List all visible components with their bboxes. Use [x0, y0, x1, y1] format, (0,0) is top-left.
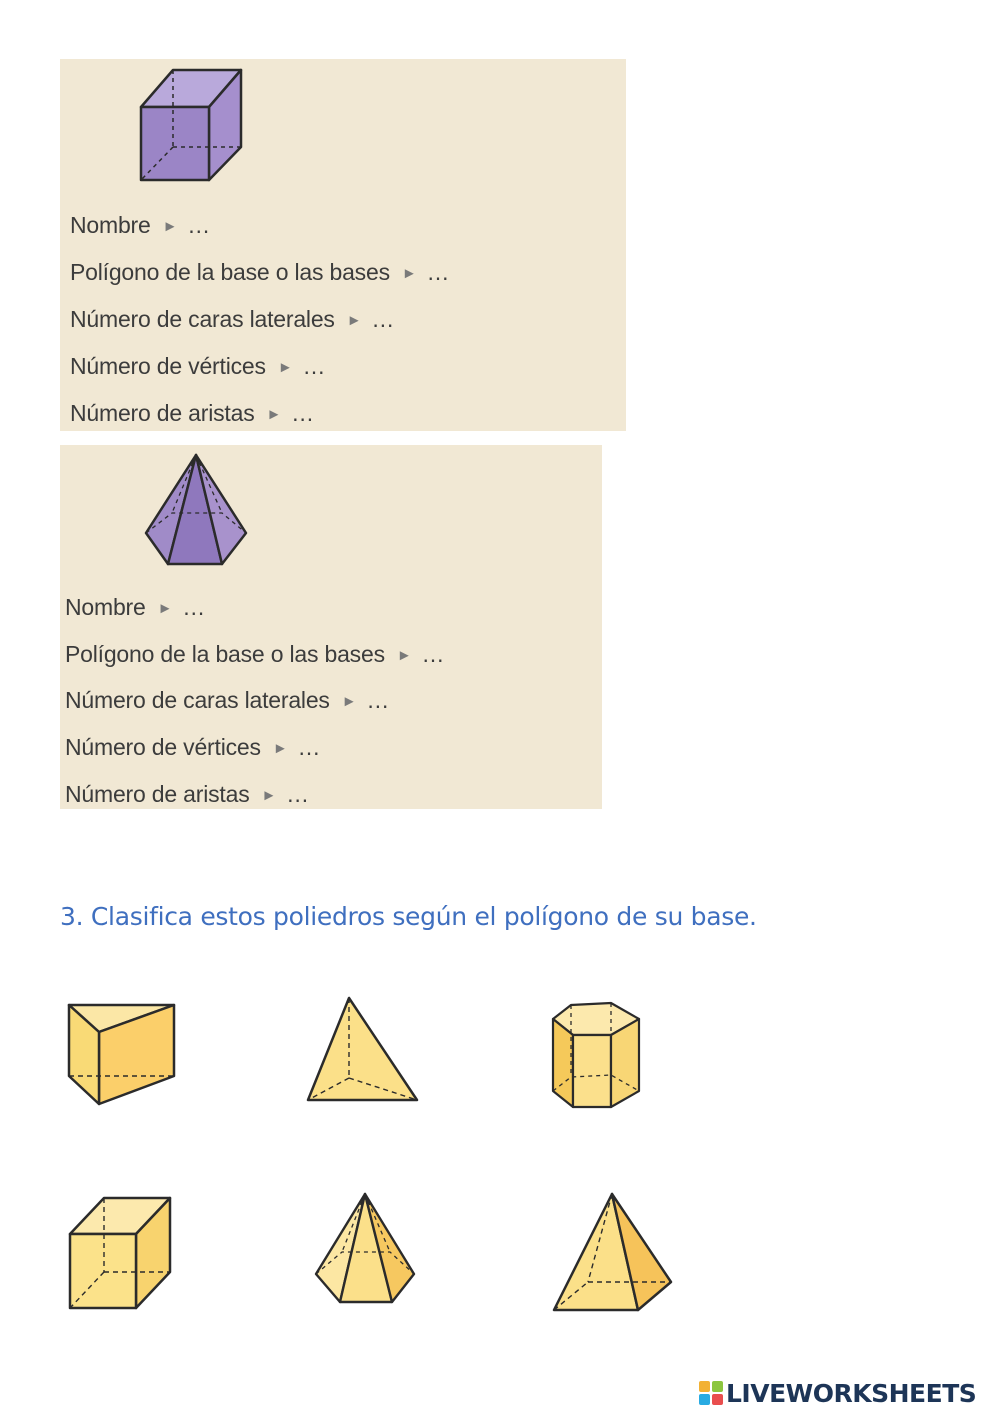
card2-row-poligono — [65, 641, 444, 668]
row-label: Polígono de la base o las bases — [65, 641, 385, 667]
row-label: Número de caras laterales — [65, 687, 330, 713]
pentagonal-prism-icon[interactable] — [549, 999, 645, 1111]
card2-row-vertices — [65, 734, 320, 761]
liveworksheets-mark-icon — [698, 1379, 724, 1407]
row-label: Número de aristas — [65, 781, 250, 807]
card1-row-vertices — [70, 353, 325, 380]
card1-row-caras — [70, 306, 394, 333]
arrow-right-icon: ► — [396, 647, 412, 664]
card2-row-nombre — [65, 594, 205, 621]
cube-icon[interactable] — [66, 1194, 176, 1312]
row-label: Número de vértices — [65, 734, 261, 760]
square-pyramid-icon[interactable] — [550, 1190, 676, 1314]
answer-blank[interactable]: … — [302, 353, 326, 379]
answer-blank[interactable]: … — [291, 400, 314, 426]
arrow-right-icon: ► — [162, 218, 178, 235]
card2-row-caras — [65, 687, 389, 714]
row-label: Número de aristas — [70, 400, 255, 426]
hexagonal-pyramid-icon[interactable] — [312, 1190, 418, 1308]
exercise-card-2 — [60, 445, 602, 809]
row-label: Número de caras laterales — [70, 306, 335, 332]
arrow-right-icon: ► — [157, 600, 173, 617]
liveworksheets-logo — [698, 1376, 976, 1410]
card1-row-nombre — [70, 212, 210, 239]
answer-blank[interactable]: … — [187, 212, 211, 238]
arrow-right-icon: ► — [272, 740, 288, 757]
card1-row-aristas — [70, 400, 314, 427]
answer-blank[interactable]: … — [286, 781, 309, 807]
card1-row-poligono — [70, 259, 449, 286]
arrow-right-icon: ► — [261, 787, 277, 804]
arrow-right-icon: ► — [401, 265, 417, 282]
arrow-right-icon: ► — [277, 359, 293, 376]
exercise-3-title: 3. Clasifica estos poliedros según el polígono de su base. — [60, 902, 757, 931]
answer-blank[interactable]: … — [297, 734, 321, 760]
answer-blank[interactable]: … — [366, 687, 390, 713]
triangular-prism-icon[interactable] — [66, 1000, 178, 1108]
arrow-right-icon: ► — [341, 693, 357, 710]
answer-blank[interactable]: … — [182, 594, 206, 620]
purple-cube-icon — [138, 67, 248, 185]
card2-row-aristas — [65, 781, 309, 808]
brand-name: LIVEWORKSHEETS — [726, 1378, 977, 1408]
arrow-right-icon: ► — [266, 406, 282, 423]
row-label: Número de vértices — [70, 353, 266, 379]
arrow-right-icon: ► — [346, 312, 362, 329]
row-label: Nombre — [70, 212, 151, 238]
row-label: Nombre — [65, 594, 146, 620]
answer-blank[interactable]: … — [426, 259, 450, 285]
purple-hexagonal-pyramid-icon — [142, 451, 250, 569]
exercise-card-1 — [60, 59, 626, 431]
triangular-pyramid-icon[interactable] — [305, 994, 421, 1106]
row-label: Polígono de la base o las bases — [70, 259, 390, 285]
answer-blank[interactable]: … — [421, 641, 445, 667]
answer-blank[interactable]: … — [371, 306, 395, 332]
